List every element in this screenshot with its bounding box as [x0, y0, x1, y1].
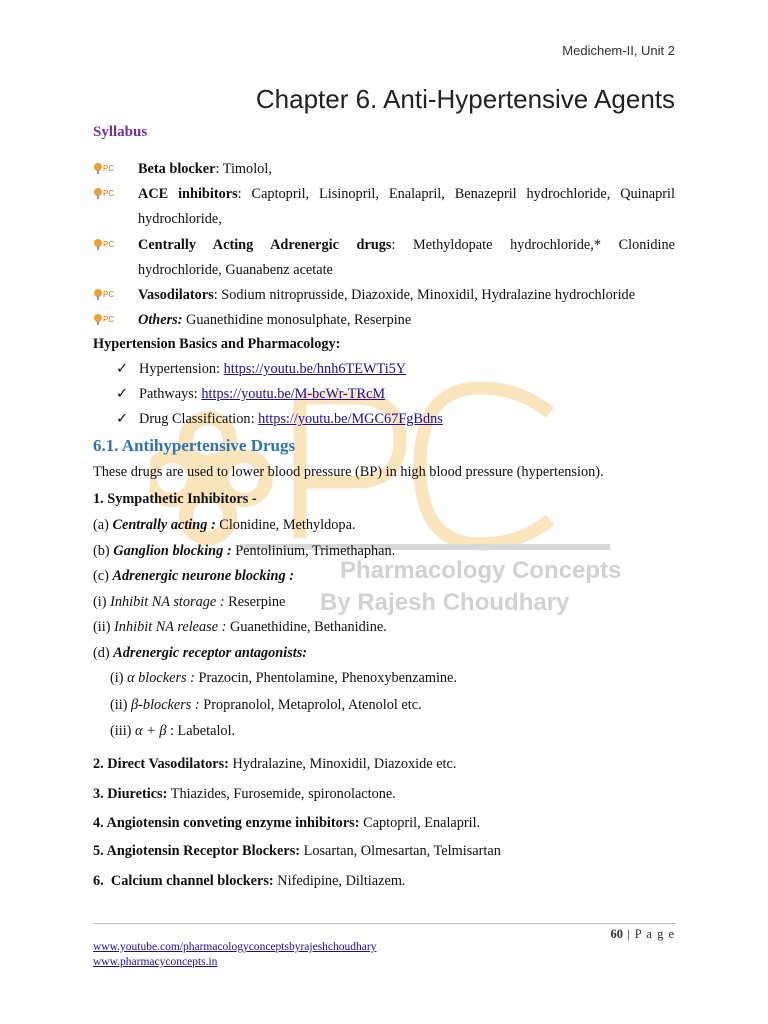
- syllabus-text: Guanethidine monosulphate, Reserpine: [182, 312, 412, 328]
- footer-website-link[interactable]: www.pharmacyconcepts.in: [93, 956, 218, 968]
- pc-bullet-icon: [93, 312, 115, 326]
- footer-divider: [93, 923, 676, 924]
- syllabus-item: [93, 182, 675, 232]
- drug-subclass: (a) Centrally acting : Clonidine, Methyldopa.: [93, 517, 356, 533]
- watermark-line1: Pharmacology Concepts: [340, 557, 622, 584]
- checkmark-icon: ✓: [116, 361, 128, 377]
- svg-text:PC: PC: [103, 290, 115, 299]
- syllabus-text: : Sodium nitroprusside, Diazoxide, Minoxidil, Hydralazine hydrochloride: [213, 287, 636, 303]
- footer-youtube-link[interactable]: www.youtube.com/pharmacologyconceptsbyrajeshchoudhary: [93, 941, 377, 953]
- syllabus-item: [93, 233, 675, 283]
- drug-subclass: (i) α blockers : Prazocin, Phentolamine, Phenoxybenzamine.: [110, 670, 457, 686]
- youtube-link[interactable]: https://youtu.be/M-bcWr-TRcM: [201, 386, 386, 402]
- checkmark-icon: ✓: [116, 386, 128, 402]
- drug-subclass: (d) Adrenergic receptor antagonists:: [93, 645, 308, 661]
- syllabus-text: : Timolol,: [215, 161, 272, 177]
- drug-subclass: (ii) Inhibit NA release : Guanethidine, Bethanidine.: [93, 619, 387, 635]
- link-label: Hypertension:: [139, 361, 224, 377]
- watermark-line2: By Rajesh Choudhary: [320, 589, 570, 616]
- drug-class: 6. Calcium channel blockers: Nifedipine, Diltiazem.: [93, 873, 406, 889]
- section-heading: 6.1. Antihypertensive Drugs: [93, 436, 296, 455]
- running-header: Medichem-II, Unit 2: [562, 43, 675, 58]
- drug-subclass: (ii) β-blockers : Propranolol, Metaprolol, Atenolol etc.: [110, 697, 422, 713]
- pc-bullet-icon: [93, 161, 115, 175]
- sympathetic-heading: 1. Sympathetic Inhibitors -: [93, 491, 257, 507]
- syllabus-label: Others:: [138, 312, 183, 328]
- pc-bullet-icon: [93, 186, 115, 200]
- basics-heading: Hypertension Basics and Pharmacology:: [93, 336, 341, 352]
- drug-class: 4. Angiotensin conveting enzyme inhibitors: Captopril, Enalapril.: [93, 815, 481, 831]
- svg-text:PC: PC: [103, 240, 115, 249]
- syllabus-text: : Captopril, Lisinopril, Enalapril, Benazepril hydrochloride, Quinapril hydrochloride,: [138, 186, 675, 227]
- drug-subclass: (iii) α + β : Labetalol.: [110, 723, 236, 739]
- syllabus-item: [93, 157, 675, 182]
- syllabus-text: : Methyldopate hydrochloride,* Clonidine hydrochloride, Guanabenz acetate: [138, 237, 675, 278]
- syllabus-heading: Syllabus: [93, 124, 148, 140]
- syllabus-label: Centrally Acting Adrenergic drugs: [138, 237, 392, 253]
- checkmark-icon: ✓: [116, 411, 128, 427]
- chapter-title: Chapter 6. Anti-Hypertensive Agents: [255, 84, 675, 114]
- link-label: Drug Classification:: [139, 411, 259, 427]
- link-item: [116, 386, 385, 403]
- svg-text:PC: PC: [103, 315, 115, 324]
- drug-class: 2. Direct Vasodilators: Hydralazine, Minoxidil, Diazoxide etc.: [93, 756, 457, 772]
- pc-bullet-icon: [93, 287, 115, 301]
- pc-bullet-icon: [93, 237, 115, 251]
- youtube-link[interactable]: https://youtu.be/hnh6TEWTi5Y: [223, 361, 407, 377]
- syllabus-label: Beta blocker: [138, 161, 216, 177]
- svg-text:PC: PC: [103, 164, 115, 173]
- page-number: 60 | P a g e: [610, 927, 675, 941]
- syllabus-item: [93, 308, 675, 333]
- link-item: [116, 411, 443, 428]
- link-label: Pathways:: [139, 386, 202, 402]
- syllabus-label: ACE inhibitors: [138, 186, 238, 202]
- syllabus-item: [93, 283, 675, 308]
- youtube-link[interactable]: https://youtu.be/MGC67FgBdns: [258, 411, 443, 427]
- drug-class: 3. Diuretics: Thiazides, Furosemide, spironolactone.: [93, 786, 396, 802]
- svg-text:PC: PC: [103, 189, 115, 198]
- drug-subclass: (i) Inhibit NA storage : Reserpine: [93, 594, 286, 610]
- drug-subclass: (b) Ganglion blocking : Pentolinium, Trimethaphan.: [93, 543, 396, 559]
- drug-class: 5. Angiotensin Receptor Blockers: Losartan, Olmesartan, Telmisartan: [93, 843, 501, 859]
- intro-text: These drugs are used to lower blood pressure (BP) in high blood pressure (hypertension).: [93, 464, 604, 480]
- syllabus-label: Vasodilators: [138, 287, 214, 303]
- drug-subclass: (c) Adrenergic neurone blocking :: [93, 568, 294, 584]
- link-item: [116, 361, 406, 378]
